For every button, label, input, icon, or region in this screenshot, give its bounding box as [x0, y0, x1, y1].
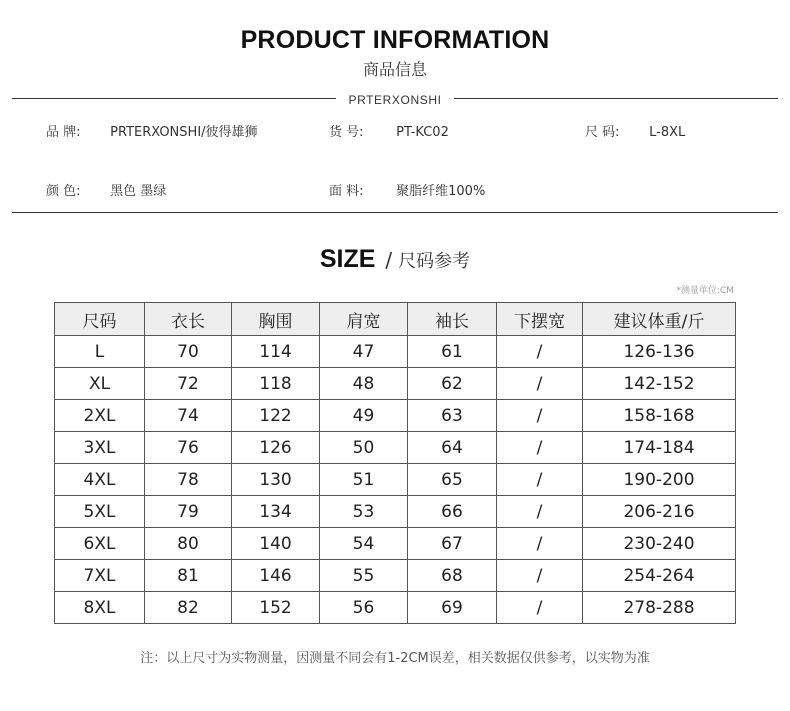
cell-weight: 158-168	[583, 400, 736, 432]
cell-length: 76	[145, 432, 232, 464]
cell-chest: 122	[232, 400, 320, 432]
cell-chest: 152	[232, 592, 320, 624]
brand-value: PRTERXONSHI/彼得雄狮	[110, 125, 258, 140]
cell-weight: 278-288	[583, 592, 736, 624]
cell-sleeve: 65	[408, 464, 497, 496]
cell-weight: 142-152	[583, 368, 736, 400]
header-sleeve: 袖长	[408, 303, 497, 336]
cell-weight: 254-264	[583, 560, 736, 592]
table-header-row	[55, 303, 736, 336]
cell-size: 5XL	[55, 496, 145, 528]
cell-length: 78	[145, 464, 232, 496]
cell-weight: 174-184	[583, 432, 736, 464]
product-info-subtitle: 商品信息	[362, 60, 427, 79]
cell-hem: /	[497, 528, 583, 560]
cell-hem: /	[497, 464, 583, 496]
table-row	[55, 368, 736, 400]
cell-length: 74	[145, 400, 232, 432]
color-field	[46, 180, 166, 199]
size-range-label: 尺 码:	[585, 125, 620, 140]
brand-banner-text: PRTERXONSHI	[336, 93, 453, 107]
cell-size: 7XL	[55, 560, 145, 592]
code-label: 货 号:	[329, 125, 364, 140]
cell-shoulder: 51	[320, 464, 408, 496]
size-title-separator: /	[385, 248, 393, 272]
cell-sleeve: 66	[408, 496, 497, 528]
table-row	[55, 336, 736, 368]
brand-label: 品 牌:	[46, 125, 81, 140]
header-weight: 建议体重/斤	[583, 303, 736, 336]
cell-size: 4XL	[55, 464, 145, 496]
cell-chest: 140	[232, 528, 320, 560]
table-row	[55, 464, 736, 496]
cell-sleeve: 63	[408, 400, 497, 432]
fabric-value: 聚脂纤维100%	[396, 184, 486, 199]
measurement-disclaimer: 注：以上尺寸为实物测量，因测量不同会有1-2CM误差，相关数据仅供参考，以实物为准	[140, 651, 650, 666]
header-hem: 下摆宽	[497, 303, 583, 336]
code-field	[329, 121, 449, 140]
table-row	[55, 528, 736, 560]
cell-hem: /	[497, 592, 583, 624]
cell-length: 81	[145, 560, 232, 592]
table-row	[55, 560, 736, 592]
cell-hem: /	[497, 336, 583, 368]
header-size: 尺码	[55, 303, 145, 336]
cell-length: 70	[145, 336, 232, 368]
cell-shoulder: 47	[320, 336, 408, 368]
unit-note: *测量单位:CM	[676, 286, 734, 296]
fabric-label: 面 料:	[329, 184, 364, 199]
cell-chest: 130	[232, 464, 320, 496]
size-range-value: L-8XL	[649, 125, 686, 140]
cell-weight: 190-200	[583, 464, 736, 496]
cell-sleeve: 68	[408, 560, 497, 592]
color-label: 颜 色:	[46, 184, 81, 199]
size-title: SIZE	[319, 245, 376, 273]
cell-sleeve: 67	[408, 528, 497, 560]
cell-chest: 126	[232, 432, 320, 464]
cell-size: L	[55, 336, 145, 368]
cell-length: 82	[145, 592, 232, 624]
cell-chest: 146	[232, 560, 320, 592]
color-value: 黑色 墨绿	[110, 184, 167, 199]
table-row	[55, 496, 736, 528]
cell-length: 72	[145, 368, 232, 400]
brand-field	[46, 121, 258, 140]
cell-sleeve: 64	[408, 432, 497, 464]
cell-weight: 206-216	[583, 496, 736, 528]
cell-chest: 118	[232, 368, 320, 400]
table-row	[55, 432, 736, 464]
cell-size: 8XL	[55, 592, 145, 624]
cell-size: XL	[55, 368, 145, 400]
cell-length: 80	[145, 528, 232, 560]
cell-chest: 114	[232, 336, 320, 368]
divider-bottom	[12, 212, 778, 213]
product-info-title: PRODUCT INFORMATION	[240, 26, 550, 54]
cell-shoulder: 49	[320, 400, 408, 432]
cell-size: 3XL	[55, 432, 145, 464]
size-subtitle: 尺码参考	[398, 251, 471, 272]
cell-sleeve: 69	[408, 592, 497, 624]
header-shoulder: 肩宽	[320, 303, 408, 336]
cell-shoulder: 50	[320, 432, 408, 464]
size-heading	[0, 245, 790, 274]
cell-hem: /	[497, 400, 583, 432]
cell-shoulder: 53	[320, 496, 408, 528]
cell-weight: 230-240	[583, 528, 736, 560]
header-length: 衣长	[145, 303, 232, 336]
cell-hem: /	[497, 432, 583, 464]
cell-shoulder: 55	[320, 560, 408, 592]
cell-hem: /	[497, 560, 583, 592]
cell-shoulder: 56	[320, 592, 408, 624]
cell-sleeve: 61	[408, 336, 497, 368]
cell-size: 2XL	[55, 400, 145, 432]
cell-size: 6XL	[55, 528, 145, 560]
cell-chest: 134	[232, 496, 320, 528]
size-range-field	[585, 121, 685, 140]
fabric-field	[329, 180, 485, 199]
cell-length: 79	[145, 496, 232, 528]
brand-banner	[0, 89, 790, 108]
table-row	[55, 592, 736, 624]
cell-weight: 126-136	[583, 336, 736, 368]
code-value: PT-KC02	[396, 125, 449, 140]
cell-hem: /	[497, 368, 583, 400]
size-table	[54, 302, 736, 624]
cell-hem: /	[497, 496, 583, 528]
cell-shoulder: 54	[320, 528, 408, 560]
header-chest: 胸围	[232, 303, 320, 336]
cell-shoulder: 48	[320, 368, 408, 400]
cell-sleeve: 62	[408, 368, 497, 400]
table-row	[55, 400, 736, 432]
